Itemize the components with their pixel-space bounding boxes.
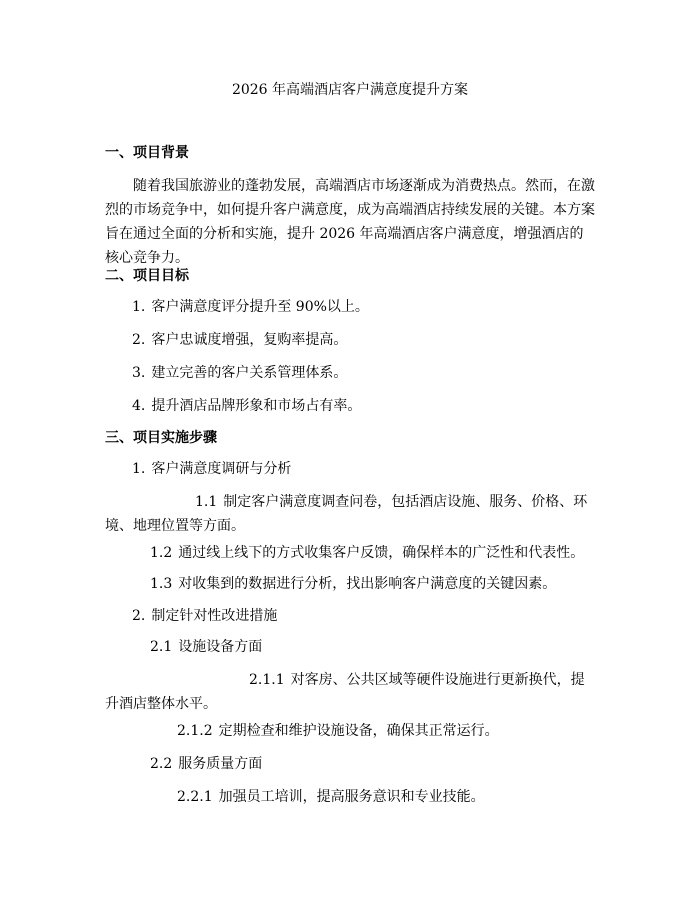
goal-item-text: 客户满意度评分提升至 90%以上。 <box>151 299 369 315</box>
substep-number: 1.1 <box>195 494 218 510</box>
substep-text: 制定客户满意度调查问卷，包括酒店设施、服务、价格、环境、地理位置等方面。 <box>105 494 588 534</box>
substep-item <box>150 543 584 563</box>
step-item <box>132 606 277 626</box>
section-heading-goals: 二、项目目标 <box>105 268 189 284</box>
goal-item <box>132 330 347 350</box>
subsubstep-item <box>177 721 499 741</box>
background-paragraph: 随着我国旅游业的蓬勃发展，高端酒店市场逐渐成为消费热点。然而，在激烈的市场竞争中，如何提升客户满意度，成为高端酒店持续发展的关键。本方案旨在通过全面的分析和实施，提升 2026 年高端酒店客户满意度，增强酒店的核心竞争力。 <box>105 178 595 266</box>
goal-item-text: 建立完善的客户关系管理体系。 <box>151 365 348 381</box>
substep-text: 通过线上线下的方式收集客户反馈，确保样本的广泛性和代表性。 <box>178 545 585 561</box>
substep-item <box>150 637 262 657</box>
goal-item-number: 3. <box>132 365 146 381</box>
goal-item <box>132 396 361 416</box>
subsubstep-text: 对客房、公共区域等硬件设施进行更新换代，提升酒店整体水平。 <box>105 672 585 712</box>
subsubstep-paragraph <box>105 668 595 716</box>
substep-number: 2.1 <box>150 639 173 655</box>
subsubstep-text: 定期检查和维护设施设备，确保其正常运行。 <box>218 723 499 739</box>
goal-item-number: 2. <box>132 332 146 348</box>
subsubstep-item <box>177 787 485 807</box>
step-number: 2. <box>132 608 146 624</box>
subsubstep-number: 2.1.2 <box>177 723 213 739</box>
document-title: 2026 年高端酒店客户满意度提升方案 <box>231 82 469 98</box>
substep-text: 服务质量方面 <box>178 756 263 772</box>
substep-number: 1.2 <box>150 545 173 561</box>
goal-item-text: 提升酒店品牌形象和市场占有率。 <box>151 398 362 414</box>
goal-item-number: 4. <box>132 398 146 414</box>
section-heading-background: 一、项目背景 <box>105 145 189 161</box>
goal-item-number: 1. <box>132 299 146 315</box>
goal-item-text: 客户忠诚度增强，复购率提高。 <box>151 332 348 348</box>
step-number: 1. <box>132 461 146 477</box>
substep-paragraph <box>105 490 595 538</box>
goal-item <box>132 297 369 317</box>
substep-number: 2.2 <box>150 756 173 772</box>
subsubstep-text: 加强员工培训，提高服务意识和专业技能。 <box>218 789 485 805</box>
step-text: 客户满意度调研与分析 <box>151 461 292 477</box>
subsubstep-number: 2.2.1 <box>177 789 213 805</box>
substep-text: 对收集到的数据进行分析，找出影响客户满意度的关键因素。 <box>178 576 557 592</box>
step-item <box>132 459 291 479</box>
goal-item <box>132 363 347 383</box>
substep-item <box>150 754 262 774</box>
subsubstep-number: 2.1.1 <box>249 672 285 688</box>
section-heading-steps: 三、项目实施步骤 <box>105 430 217 446</box>
substep-item <box>150 574 556 594</box>
step-text: 制定针对性改进措施 <box>151 608 278 624</box>
substep-number: 1.3 <box>150 576 173 592</box>
substep-text: 设施设备方面 <box>178 639 263 655</box>
